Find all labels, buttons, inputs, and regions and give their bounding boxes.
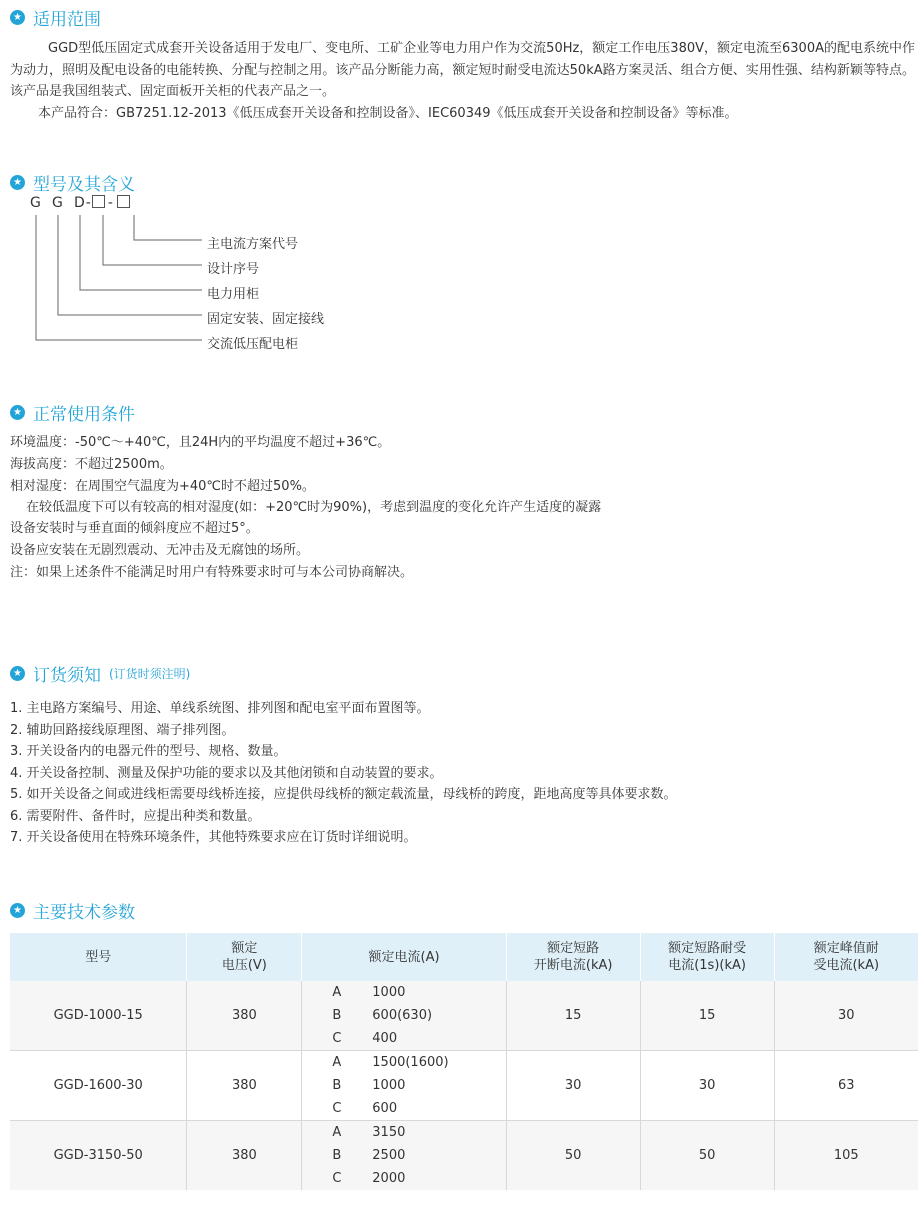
condition-note: 注：如果上述条件不能满足时用户有特殊要求时可与本公司协商解决。: [10, 565, 414, 580]
cell-current: 2000: [372, 1167, 506, 1190]
cell-current: 600(630): [372, 1004, 506, 1027]
star-circle-icon: ★: [10, 175, 25, 190]
cell-voltage: 380: [187, 1051, 302, 1121]
section-title-params: ★ 主要技术参数: [10, 899, 135, 921]
cell-voltage: 380: [187, 1121, 302, 1191]
cell-grade: C: [302, 1027, 372, 1051]
cell-withstand: 50: [640, 1121, 774, 1191]
cell-current: 3150: [372, 1121, 506, 1145]
model-code: G G D- -: [30, 195, 130, 211]
ordering-item: 4. 开关设备控制、测量及保护功能的要求以及其他闭锁和自动装置的要求。: [10, 766, 443, 781]
cell-current: 1500(1600): [372, 1051, 506, 1075]
cell-model: GGD-1600-30: [10, 1051, 187, 1121]
condition-line: 相对湿度：在周围空气温度为+40℃时不超过50%。: [10, 479, 315, 494]
ordering-item: 7. 开关设备使用在特殊环境条件，其他特殊要求应在订货时详细说明。: [10, 830, 417, 845]
cell-peak: 63: [774, 1051, 918, 1121]
condition-line: 环境温度：-50℃～+40℃，且24H内的平均温度不超过+36℃。: [10, 435, 391, 450]
star-circle-icon: ★: [10, 903, 25, 918]
cell-current: 600: [372, 1097, 506, 1121]
cell-withstand: 15: [640, 981, 774, 1051]
cell-model: GGD-1000-15: [10, 981, 187, 1051]
params-table: [10, 933, 918, 1190]
section-title-conditions: ★ 正常使用条件: [10, 401, 135, 423]
scope-standards: 本产品符合：GB7251.12-2013《低压成套开关设备和控制设备》、IEC60349《低压成套开关设备和控制设备》等标准。: [38, 106, 738, 121]
condition-line: 设备应安装在无剧烈震动、无冲击及无腐蚀的场所。: [10, 543, 310, 558]
cell-grade: A: [302, 981, 372, 1004]
cell-grade: C: [302, 1097, 372, 1121]
section-title-model: ★ 型号及其含义: [10, 171, 135, 193]
star-circle-icon: ★: [10, 405, 25, 420]
cell-model: GGD-3150-50: [10, 1121, 187, 1191]
ordering-item: 2. 辅助回路接线原理图、端子排列图。: [10, 723, 235, 738]
table-row: [10, 981, 918, 1004]
cell-current: 1000: [372, 1074, 506, 1097]
model-label-power-cabinet: 电力用柜: [207, 287, 260, 302]
cell-current: 1000: [372, 981, 506, 1004]
model-meaning-lines: [0, 0, 220, 360]
section-title-ordering: ★ 订货须知 (订货时须注明): [10, 662, 190, 684]
th-break: 额定短路 开断电流(kA): [506, 933, 640, 981]
model-label-main-circuit: 主电流方案代号: [207, 237, 299, 252]
model-label-fixed-install: 固定安装、固定接线: [207, 312, 325, 327]
th-current: 额定电流(A): [302, 933, 506, 981]
model-label-ac-lv: 交流低压配电柜: [207, 337, 299, 352]
cell-grade: B: [302, 1004, 372, 1027]
cell-peak: 105: [774, 1121, 918, 1191]
cell-current: 400: [372, 1027, 506, 1051]
condition-line: 在较低温度下可以有较高的相对湿度(如：+20℃时为90%)，考虑到温度的变化允许产生适度的凝露: [26, 500, 602, 515]
condition-line: 设备安装时与垂直面的倾斜度应不超过5°。: [10, 521, 259, 536]
th-model: 型号: [10, 933, 187, 981]
ordering-item: 3. 开关设备内的电器元件的型号、规格、数量。: [10, 744, 287, 759]
cell-grade: B: [302, 1144, 372, 1167]
cell-break: 30: [506, 1051, 640, 1121]
th-voltage: 额定 电压(V): [187, 933, 302, 981]
cell-current: 2500: [372, 1144, 506, 1167]
cell-break: 15: [506, 981, 640, 1051]
model-label-design-no: 设计序号: [207, 262, 260, 277]
cell-withstand: 30: [640, 1051, 774, 1121]
cell-grade: B: [302, 1074, 372, 1097]
table-header-row: [10, 933, 918, 981]
th-withstand: 额定短路耐受 电流(1s)(kA): [640, 933, 774, 981]
cell-peak: 30: [774, 981, 918, 1051]
ordering-item: 5. 如开关设备之间或进线柜需要母线桥连接，应提供母线桥的额定载流量，母线桥的跨度，距地高度等具体要求数。: [10, 787, 677, 802]
ordering-item: 1. 主电路方案编号、用途、单线系统图、排列图和配电室平面布置图等。: [10, 701, 430, 716]
scope-paragraph: GGD型低压固定式成套开关设备适用于发电厂、变电所、工矿企业等电力用户作为交流50Hz，额定工作电压380V，额定电流至6300A的配电系统中作为动力，照明及配电设备的电能转换、分配与控制之用。该产品分断能力高，额定短时耐受电流达50kA路方案灵活、组合方便、实用性强、结构新颖等特点。该产品是我国组装式、固定面板开关柜的代表产品之一。: [10, 41, 915, 99]
star-circle-icon: ★: [10, 10, 25, 25]
star-circle-icon: ★: [10, 666, 25, 681]
table-row: [10, 1121, 918, 1145]
table-row: [10, 1051, 918, 1075]
ordering-item: 6. 需要附件、备件时，应提出种类和数量。: [10, 809, 261, 824]
condition-line: 海拔高度：不超过2500m。: [10, 457, 173, 472]
cell-voltage: 380: [187, 981, 302, 1051]
section-title-scope: ★ 适用范围: [10, 6, 101, 28]
th-peak: 额定峰值耐 受电流(kA): [774, 933, 918, 981]
cell-grade: A: [302, 1121, 372, 1145]
cell-break: 50: [506, 1121, 640, 1191]
cell-grade: A: [302, 1051, 372, 1075]
cell-grade: C: [302, 1167, 372, 1190]
